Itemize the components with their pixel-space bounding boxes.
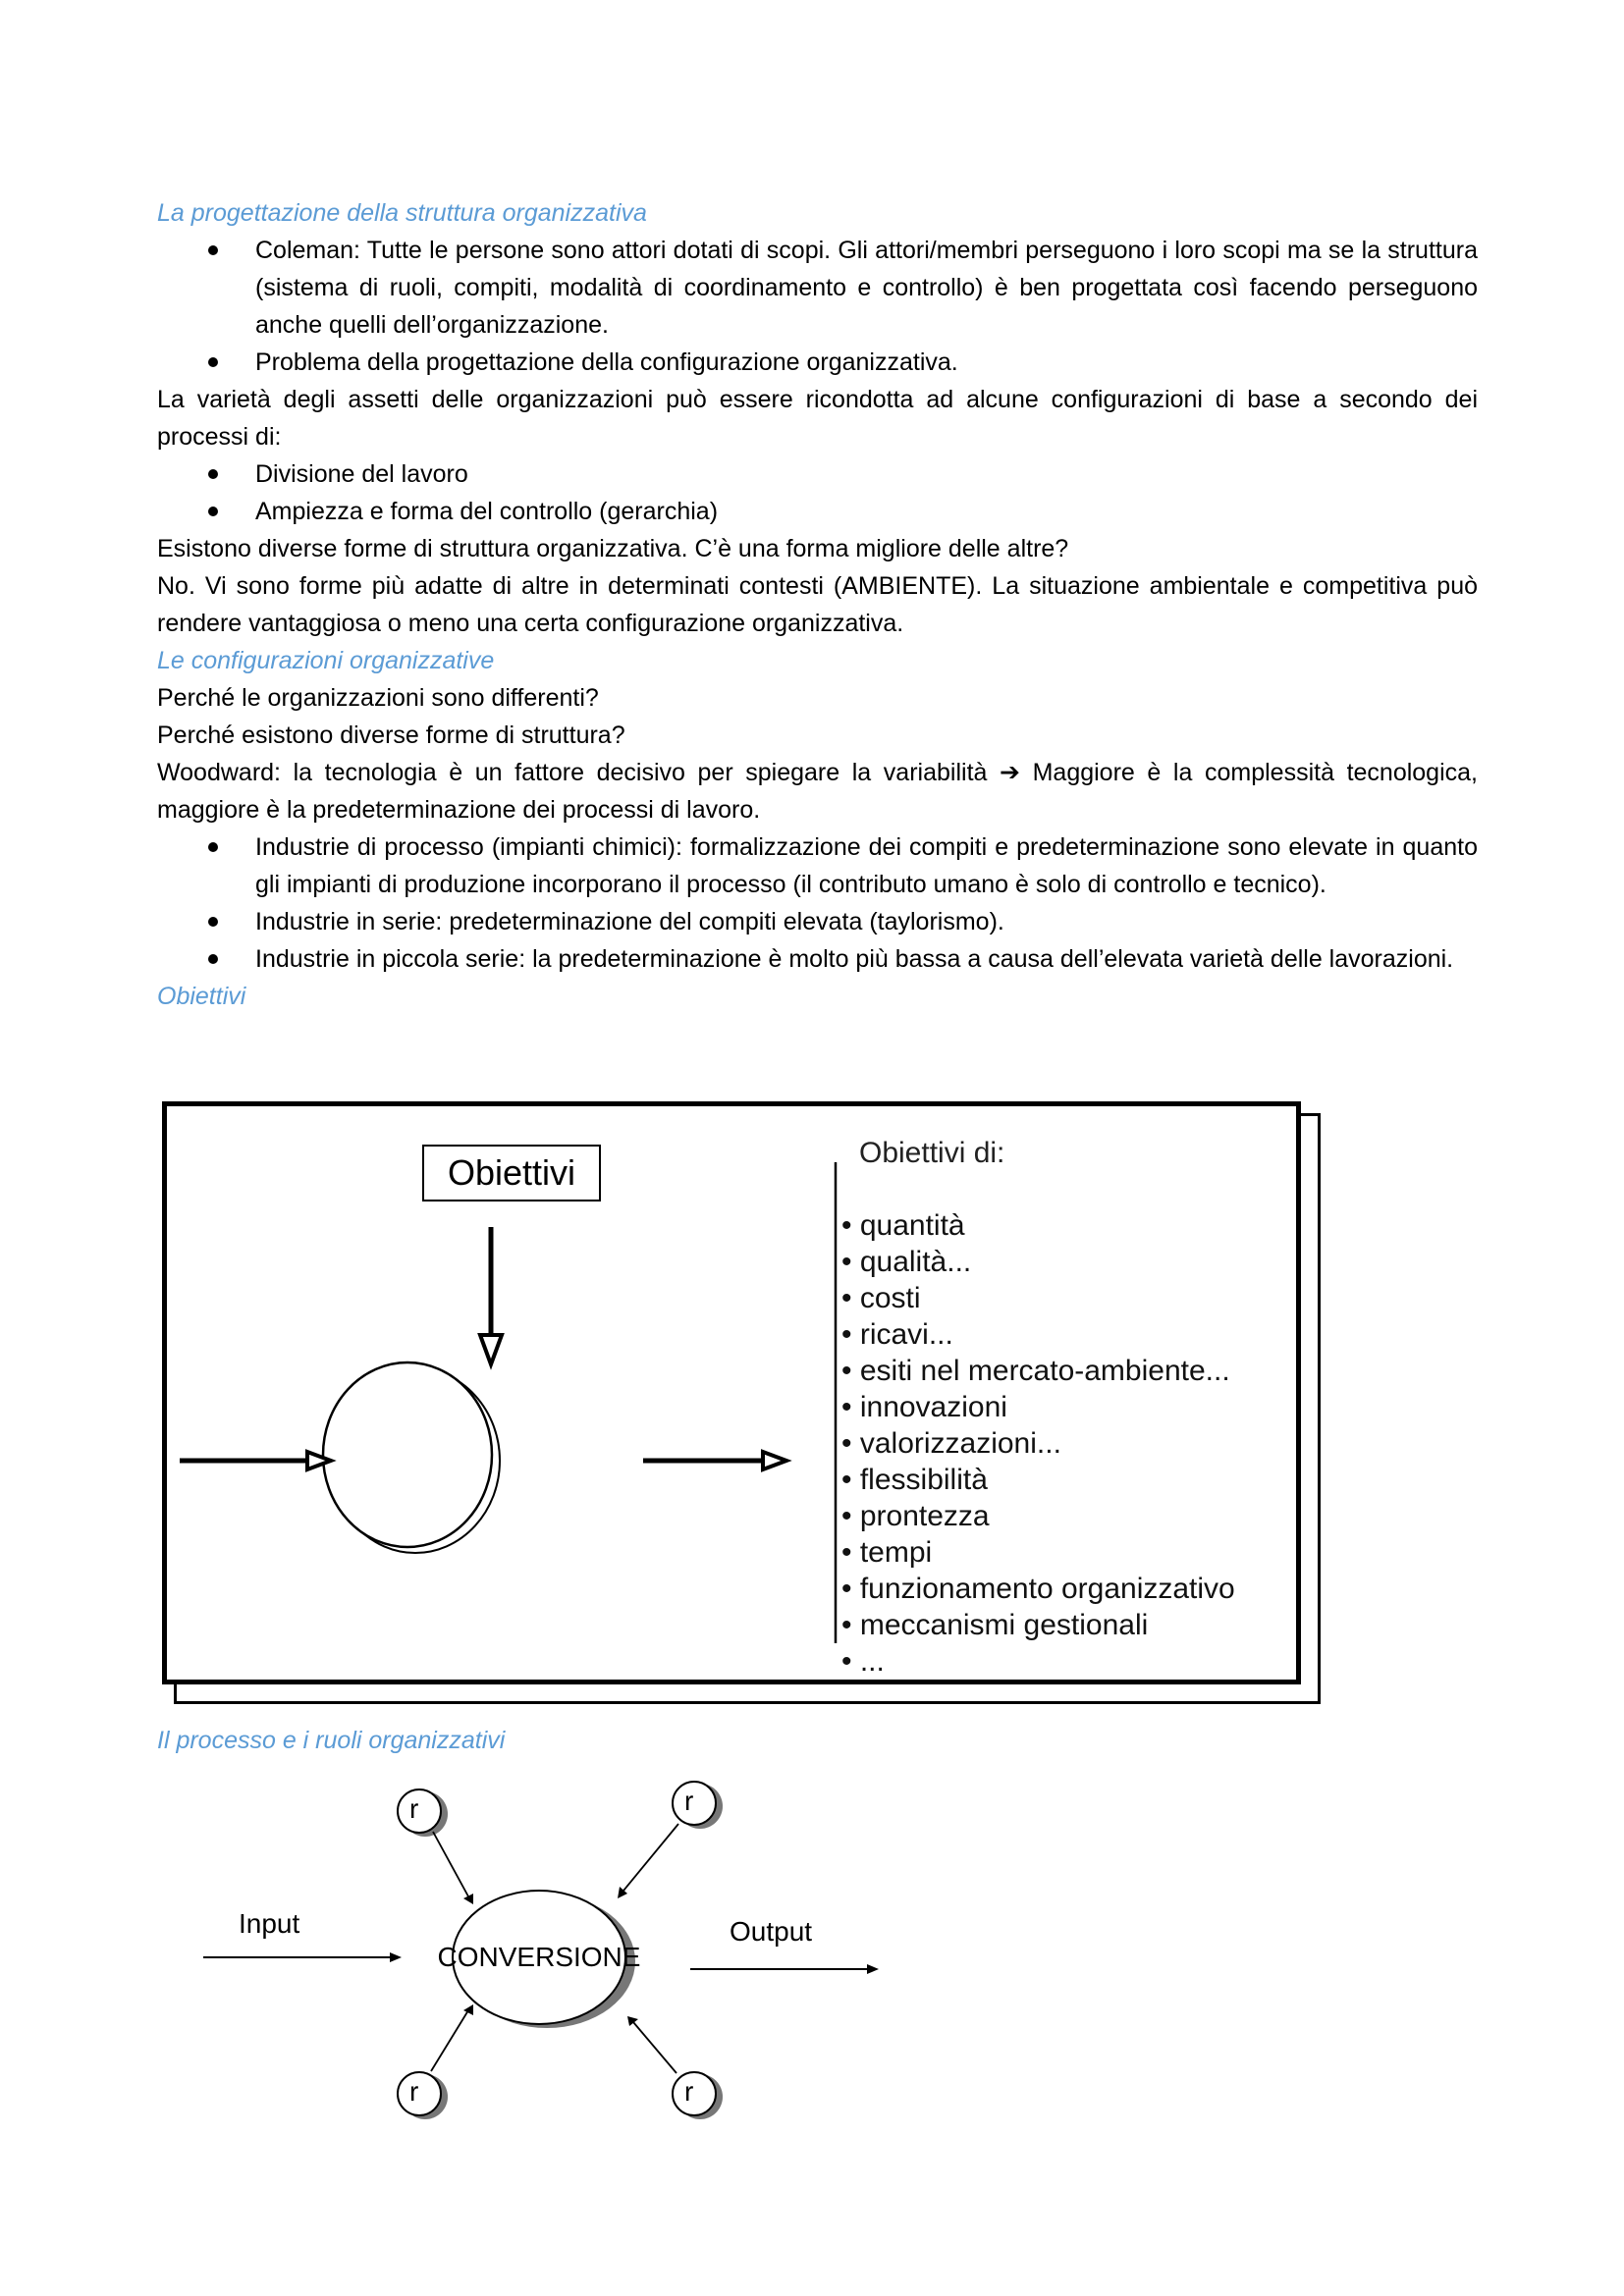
- list-item: [157, 828, 1478, 903]
- list-item: • quantità: [841, 1209, 965, 1242]
- output-arrow-head: [867, 1964, 879, 1974]
- role-circle-top-right: [673, 1782, 716, 1825]
- list-item-text: Divisione del lavoro: [255, 460, 468, 488]
- question: Perché le organizzazioni sono differenti?: [157, 684, 599, 712]
- list-item: • valorizzazioni...: [841, 1427, 1061, 1460]
- question: Perché esistono diverse forme di struttura?: [157, 721, 625, 749]
- role-circle-bottom-right: [673, 2072, 716, 2115]
- role-arrow-line: [431, 2010, 468, 2071]
- role-arrow-line: [433, 1832, 468, 1896]
- role-circle-bottom-left: [398, 2072, 441, 2115]
- role-arrow-head: [463, 2004, 473, 2015]
- role-arrow-head: [627, 2016, 638, 2026]
- paragraph-woodward: [157, 754, 1478, 828]
- list-item: [157, 344, 1478, 381]
- paragraph: Esistono diverse forme di struttura organizzativa. C’è una forma migliore delle altre?: [157, 535, 1069, 562]
- list-item-text: Ampiezza e forma del controllo (gerarchia): [255, 498, 719, 525]
- obiettivi-label-box: Obiettivi: [422, 1145, 601, 1201]
- bullet-icon: [208, 917, 218, 927]
- list-item: • esiti nel mercato-ambiente...: [841, 1355, 1230, 1387]
- list-item: • prontezza: [841, 1500, 990, 1532]
- role-label: r: [409, 1793, 419, 1824]
- list-item-text: Coleman: Tutte le persone sono attori dotati di scopi. Gli attori/membri perseguono i loro scopi ma se la struttura (sistema di ruoli, compiti, modalità di coordinamento e controllo) è ben progettata così facendo perseguono anche quelli dell’organizzazione.: [255, 237, 1478, 339]
- bullet-icon: [208, 842, 218, 852]
- role-label: r: [409, 2076, 419, 2107]
- bullet-icon: [208, 357, 218, 367]
- obiettivi-list-title: Obiettivi di:: [859, 1137, 1005, 1169]
- list-item: • ...: [841, 1645, 885, 1678]
- role-arrow-line: [623, 1824, 678, 1891]
- role-circle-top-left: [398, 1789, 441, 1833]
- arrow-right-icon: ➔: [1000, 758, 1020, 786]
- bullet-icon: [208, 954, 218, 964]
- output-arrow-head: [763, 1452, 786, 1469]
- paragraph: No. Vi sono forme più adatte di altre in determinati contesti (AMBIENTE). La situazione ambientale e competitiva può rendere vantaggiosa o meno una certa configurazione organizzativa.: [157, 572, 1478, 637]
- list-item-text: Industrie in piccola serie: la predeterminazione è molto più bassa a causa dell’elevata varietà delle lavorazioni.: [255, 945, 1454, 973]
- list-item: [157, 232, 1478, 344]
- section-heading-progettazione: La progettazione della struttura organizzativa: [157, 199, 647, 227]
- list-item: • flessibilità: [841, 1464, 988, 1496]
- list-item: • funzionamento organizzativo: [841, 1573, 1235, 1605]
- role-label: r: [684, 1786, 694, 1816]
- bullet-icon: [208, 245, 218, 255]
- obiettivi-diagram: [162, 1101, 1316, 1700]
- section-heading-processo: Il processo e i ruoli organizzativi: [157, 1727, 506, 1754]
- text-body: [157, 194, 1478, 1015]
- section-heading-configurazioni: Le configurazioni organizzative: [157, 647, 495, 674]
- role-arrow-line: [633, 2022, 677, 2073]
- paragraph: La varietà degli assetti delle organizzazioni può essere ricondotta ad alcune configurazioni di base a secondo dei processi di:: [157, 386, 1478, 451]
- woodward-text-cont: Maggiore è la complessità tecnologica, maggiore è la predeterminazione dei processi di lavoro.: [157, 759, 1478, 824]
- input-label: Input: [239, 1908, 300, 1939]
- role-label: r: [684, 2076, 694, 2107]
- bullet-list-industrie: [157, 828, 1478, 978]
- woodward-text: Woodward: la tecnologia è un fattore decisivo per spiegare la variabilità: [157, 759, 988, 786]
- list-item: [157, 455, 1478, 493]
- list-item-text: Problema della progettazione della configurazione organizzativa.: [255, 348, 958, 376]
- bullet-list-processi: [157, 455, 1478, 530]
- down-arrow-head: [480, 1335, 502, 1364]
- bullet-list-coleman: [157, 232, 1478, 381]
- text-body-2: [157, 1722, 1478, 1759]
- output-label: Output: [730, 1916, 813, 1947]
- list-item: • meccanismi gestionali: [841, 1609, 1149, 1641]
- system-circle: [323, 1362, 492, 1547]
- bullet-icon: [208, 469, 218, 479]
- list-item: • tempi: [841, 1536, 933, 1569]
- processo-diagram: [191, 1777, 898, 2150]
- list-item-text: Industrie di processo (impianti chimici): formalizzazione dei compiti e predeterminazione sono elevate in quanto gli impianti di produzione incorporano il processo (il contributo umano è solo di controllo e tecnico).: [255, 833, 1478, 898]
- list-item: • qualità...: [841, 1246, 972, 1278]
- bullet-icon: [208, 507, 218, 516]
- list-item-text: Industrie in serie: predeterminazione del compiti elevata (taylorismo).: [255, 908, 1004, 935]
- list-item: [157, 493, 1478, 530]
- list-item: [157, 903, 1478, 940]
- list-item: • costi: [841, 1282, 921, 1314]
- obiettivi-list: [841, 1207, 1235, 1680]
- section-heading-obiettivi: Obiettivi: [157, 983, 246, 1010]
- conversion-label: CONVERSIONE: [437, 1942, 641, 1972]
- list-item: • innovazioni: [841, 1391, 1007, 1423]
- input-arrow-head: [390, 1952, 402, 1962]
- list-item: • ricavi...: [841, 1318, 953, 1351]
- list-item: [157, 940, 1478, 978]
